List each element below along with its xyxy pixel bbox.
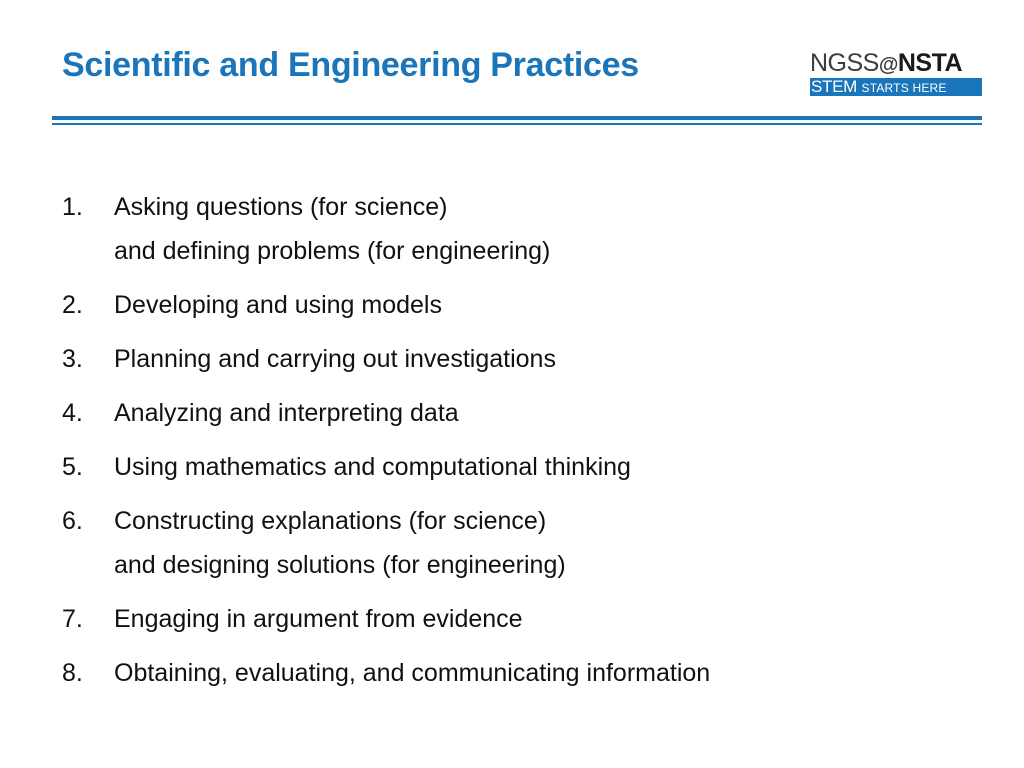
- list-item-text-continued: and designing solutions (for engineering): [114, 551, 566, 579]
- logo-stem-text: STEM: [811, 78, 858, 96]
- logo-tagline-bar: [810, 78, 982, 96]
- header-divider-thick: [52, 116, 982, 120]
- list-item: [62, 656, 962, 691]
- ngss-nsta-logo: [810, 50, 982, 96]
- list-item: [62, 342, 962, 377]
- list-item: [62, 504, 962, 583]
- list-item-text: Developing and using models: [114, 291, 442, 319]
- list-item: [62, 396, 962, 431]
- list-item-text: Engaging in argument from evidence: [114, 605, 523, 633]
- list-item-text: Asking questions (for science): [114, 193, 448, 221]
- list-item-number: 7.: [62, 605, 83, 633]
- list-item-number: 5.: [62, 453, 83, 481]
- logo-ngss-text: NGSS: [810, 49, 879, 77]
- slide-title: Scientific and Engineering Practices: [62, 46, 639, 84]
- logo-at-text: @: [878, 54, 898, 76]
- header-divider-thin: [52, 123, 982, 125]
- list-item-text: Planning and carrying out investigations: [114, 345, 556, 373]
- practice-list: [62, 190, 962, 710]
- list-item-number: 1.: [62, 193, 83, 221]
- logo-wordmark: [810, 50, 982, 77]
- list-item-text-continued: and defining problems (for engineering): [114, 237, 551, 265]
- list-item: [62, 288, 962, 323]
- list-item-text: Constructing explanations (for science): [114, 507, 547, 535]
- list-item-number: 6.: [62, 507, 83, 535]
- logo-tagline-text: STARTS HERE: [861, 81, 947, 95]
- list-item: [62, 190, 962, 269]
- logo-nsta-text: NSTA: [897, 49, 963, 77]
- list-item-number: 8.: [62, 659, 83, 687]
- list-item-text: Obtaining, evaluating, and communicating information: [114, 659, 711, 687]
- list-item: [62, 602, 962, 637]
- list-item-text: Analyzing and interpreting data: [114, 399, 459, 427]
- list-item-text: Using mathematics and computational thinking: [114, 453, 631, 481]
- list-item: [62, 450, 962, 485]
- list-item-number: 4.: [62, 399, 83, 427]
- list-item-number: 2.: [62, 291, 83, 319]
- list-item-number: 3.: [62, 345, 83, 373]
